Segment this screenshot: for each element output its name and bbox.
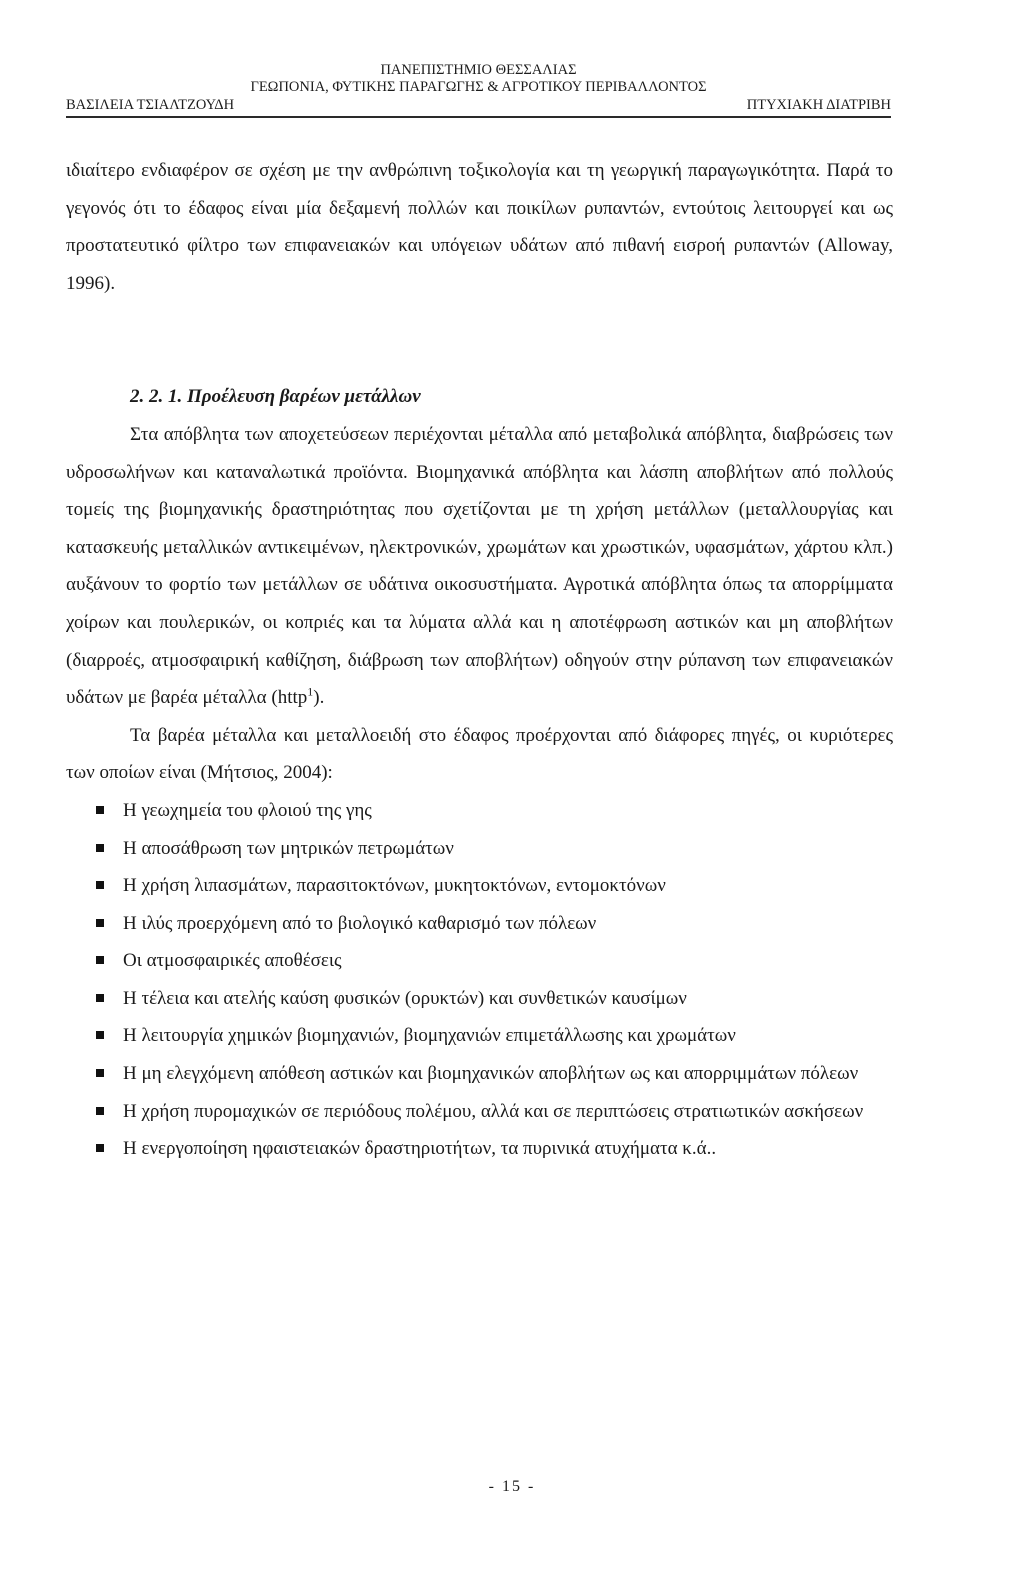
square-bullet-icon — [96, 844, 104, 852]
list-item-text: Η μη ελεγχόμενη απόθεση αστικών και βιομηχανικών αποβλήτων ως και απορριμμάτων πόλεων — [123, 1063, 859, 1085]
square-bullet-icon — [96, 1069, 104, 1077]
list-item — [66, 942, 893, 980]
section-heading: 2. 2. 1. Προέλευση βαρέων μετάλλων — [130, 386, 421, 408]
list-item-text: Η γεωχημεία του φλοιού της γης — [123, 799, 372, 821]
list-item — [66, 1055, 893, 1093]
list-item — [66, 1130, 893, 1168]
square-bullet-icon — [96, 1031, 104, 1039]
header-doc-type: ΠΤΥΧΙΑΚΗ ΔΙΑΤΡΙΒΗ — [746, 97, 891, 113]
list-item-text: Η ιλύς προερχόμενη από το βιολογικό καθαρισμό των πόλεων — [123, 912, 597, 934]
list-item-text: Η λειτουργία χημικών βιομηχανιών, βιομηχανιών επιμετάλλωσης και χρωμάτων — [123, 1025, 736, 1047]
square-bullet-icon — [96, 1107, 104, 1115]
list-item — [66, 830, 893, 868]
square-bullet-icon — [96, 919, 104, 927]
square-bullet-icon — [96, 994, 104, 1002]
page-body — [66, 152, 893, 1168]
list-item — [66, 980, 893, 1018]
list-item — [66, 792, 893, 830]
list-item-text: Οι ατμοσφαιρικές αποθέσεις — [123, 950, 342, 972]
list-item-text: Η χρήση πυρομαχικών σε περιόδους πολέμου, αλλά και σε περιπτώσεις στρατιωτικών ασκήσεων — [123, 1100, 864, 1122]
list-item-text: Η αποσάθρωση των μητρικών πετρωμάτων — [123, 837, 454, 859]
header-department: ΓΕΩΠΟΝΙΑ, ΦΥΤΙΚΗΣ ΠΑΡΑΓΩΓΗΣ & ΑΓΡΟΤΙΚΟΥ ΠΕΡΙΒΑΛΛΟΝΤΟΣ — [250, 79, 707, 95]
page-number: - 15 - — [488, 1478, 536, 1495]
paragraph-1-end: ). — [313, 687, 325, 709]
list-item — [66, 1093, 893, 1131]
section-paragraph-2: Τα βαρέα μέταλλα και μεταλλοειδή στο έδαφος προέρχονται από διάφορες πηγές, οι κυριότερες των οποίων είναι (Μήτσιος, 2004): — [66, 724, 893, 784]
header-university: ΠΑΝΕΠΙΣΤΗΜΙΟ ΘΕΣΣΑΛΙΑΣ — [380, 62, 577, 78]
square-bullet-icon — [96, 806, 104, 814]
list-item — [66, 905, 893, 943]
list-item-text: Η χρήση λιπασμάτων, παρασιτοκτόνων, μυκητοκτόνων, εντομοκτόνων — [123, 875, 666, 897]
footnote-marker: 1 — [307, 684, 314, 699]
list-item-text: Η τέλεια και ατελής καύση φυσικών (ορυκτών) και συνθετικών καυσίμων — [123, 987, 687, 1009]
intro-paragraph: ιδιαίτερο ενδιαφέρον σε σχέση με την ανθρώπινη τοξικολογία και τη γεωργική παραγωγικότητα. Παρά το γεγονός ότι το έδαφος είναι μία δεξαμενή πολλών και ποικίλων ρυπαντών, εντούτοις λειτουργεί και ως προστατευτικό φίλτρο των επιφανειακών και υπόγειων υδάτων από πιθανή εισροή ρυπαντών (Alloway, 1996). — [66, 160, 893, 294]
list-item — [66, 867, 893, 905]
square-bullet-icon — [96, 881, 104, 889]
section-paragraph-1 — [66, 416, 893, 717]
square-bullet-icon — [96, 1144, 104, 1152]
list-item-text: Η ενεργοποίηση ηφαιστειακών δραστηριοτήτων, τα πυρινικά ατυχήματα κ.ά.. — [123, 1138, 717, 1160]
page-header — [66, 62, 891, 122]
paragraph-1-text: Στα απόβλητα των αποχετεύσεων περιέχονται μέταλλα από μεταβολικά απόβλητα, διαβρώσεις των υδροσωλήνων και καταναλωτικά προϊόντα. Βιομηχανικά απόβλητα και λάσπη αποβλήτων από πολλούς τομείς της βιομηχανικής δραστηριότητας που σχετίζονται με τη χρήση μετάλλων (μεταλλουργίας και κατασκευής μεταλλικών αντικειμένων, ηλεκτρονικών, χρωμάτων και χρωστικών, υφασμάτων, χάρτου κλπ.) αυξάνουν το φορτίο των μετάλλων σε υδάτινα οικοσυστήματα. Αγροτικά απόβλητα όπως τα απορρίμματα χοίρων και πουλερικών, οι κοπριές και τα λύματα αλλά και η αποτέφρωση αστικών και μη αποβλήτων (διαρροές, ατμοσφαιρική καθίζηση, διάβρωση των αποβλήτων) οδηγούν στην ρύπανση των επιφανειακών υδάτων με βαρέα μέταλλα (http — [66, 423, 893, 709]
sources-list — [66, 792, 893, 1168]
header-rule — [66, 116, 891, 118]
list-item — [66, 1017, 893, 1055]
header-author: ΒΑΣΙΛΕΙΑ ΤΣΙΑΛΤΖΟΥΔΗ — [66, 97, 235, 113]
square-bullet-icon — [96, 956, 104, 964]
